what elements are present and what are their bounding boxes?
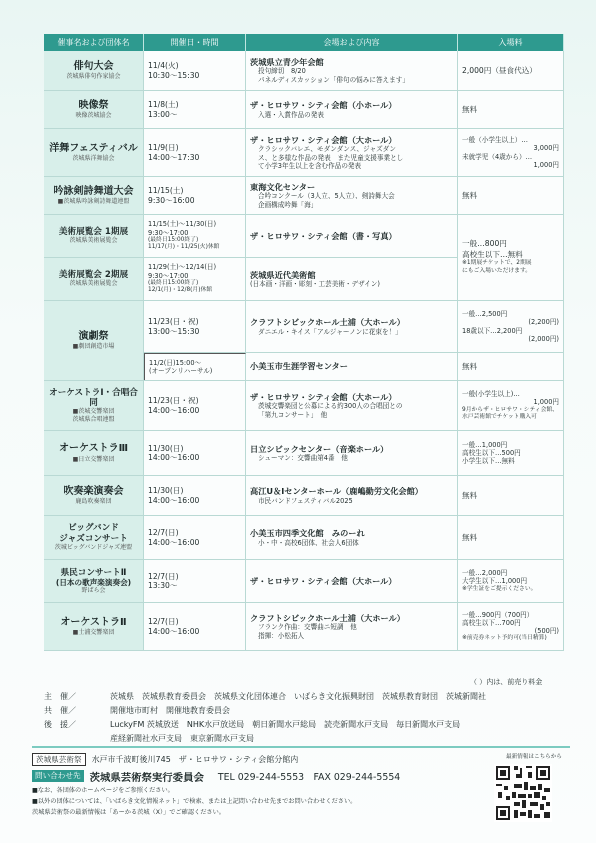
price-note: （ ）内は、前売り料金 bbox=[470, 678, 543, 686]
event-fee: (2,000円) bbox=[528, 334, 559, 343]
event-time: 9:30～16:00 bbox=[148, 195, 195, 205]
contact-tag: 問い合わせ先 bbox=[32, 770, 84, 782]
event-name: 俳句大会 bbox=[73, 60, 114, 72]
event-time: (オープンリハーサル) bbox=[149, 367, 213, 375]
table-header bbox=[44, 34, 564, 51]
event-venue: クラフトシビックホール土浦（大ホール） bbox=[250, 317, 405, 328]
event-fee-note: ※1期展チケットで、2期展 bbox=[462, 259, 532, 266]
support-list-cont: 産経新聞社水戸支局 東京新聞水戸支局 bbox=[110, 734, 254, 743]
event-fee: 無料 bbox=[462, 490, 478, 500]
event-detail: 茨城交響楽団と公募による約300人の合唱団との bbox=[258, 402, 403, 411]
footer-note: ■なお、各団体のホームページをご参照ください。 bbox=[32, 787, 174, 794]
event-venue: 茨城県立青少年会館 bbox=[250, 57, 324, 68]
event-fee: 無料 bbox=[462, 361, 478, 371]
table-row bbox=[44, 215, 458, 258]
event-detail: 「第九コンサート」 他 bbox=[258, 410, 328, 419]
event-fee: 一般…2,000円 bbox=[462, 569, 508, 578]
qr-caption: 最新情報はこちらから bbox=[506, 754, 562, 760]
event-fee-note: にもご入場いただけます。 bbox=[462, 267, 532, 274]
event-fee: 無料 bbox=[462, 190, 478, 200]
event-time: 10:30～15:30 bbox=[148, 70, 200, 80]
event-fee-note: ※前売券ネット予約可(当日精算) bbox=[462, 635, 547, 642]
table-row bbox=[44, 381, 564, 431]
event-note: 11/17(月)・11/25(火)休館 bbox=[148, 243, 220, 250]
table-row bbox=[44, 91, 564, 129]
event-date: 12/7(日) bbox=[148, 528, 179, 538]
divider bbox=[32, 746, 570, 748]
event-name: オーケストラⅠ・合唱合同 bbox=[49, 387, 138, 408]
event-org: 茨城県美術展覧会 bbox=[69, 280, 118, 288]
event-time: 14:00～16:00 bbox=[148, 495, 200, 505]
support-label: 後 援／ bbox=[44, 720, 76, 729]
event-venue: 茨城県近代美術館 bbox=[250, 269, 316, 280]
event-date: 11/29(土)～12/14(日) bbox=[148, 263, 217, 272]
event-fee: 一般…900円（700円） bbox=[462, 610, 534, 619]
contact-org: 茨城県芸術祭実行委員会 bbox=[89, 771, 204, 784]
event-name: 美術展覧会 2期展 bbox=[58, 269, 129, 280]
event-time: 9:30～17:00 bbox=[148, 271, 189, 280]
event-detail: クラシックバレエ、モダンダンス、ジャズダン bbox=[258, 145, 396, 154]
event-date: 11/4(火) bbox=[148, 61, 179, 71]
footer-note: 茨城県芸術祭の最新情報は「あーかる茨城（X）」でご確認ください。 bbox=[32, 809, 225, 816]
qr-block bbox=[494, 752, 574, 836]
event-org: 映像茨城協会 bbox=[75, 112, 112, 119]
event-name: 映像祭 bbox=[78, 99, 109, 111]
event-fee: 3,000円 bbox=[533, 144, 559, 153]
event-org: 鹿島吹奏楽団 bbox=[75, 498, 112, 505]
event-fee: 未就学児（4歳から）… bbox=[462, 152, 533, 161]
event-time: 14:00～16:00 bbox=[148, 626, 200, 636]
event-fee-note: ※学生証をご提示ください。 bbox=[462, 585, 537, 592]
cohost-label: 共 催／ bbox=[44, 706, 76, 715]
event-venue: クラフトシビックホール土浦（大ホール） bbox=[250, 613, 405, 624]
event-time: 13:00～15:30 bbox=[148, 326, 200, 336]
event-fee: 一般（小学生以上）… bbox=[462, 136, 528, 145]
footer-note: ■以外の団体については、「いばらき文化情報ネット」で検索、または上記問い合わせ先までお問い合わせください。 bbox=[32, 798, 357, 805]
event-fee: 1,000円 bbox=[533, 160, 559, 169]
event-venue: 東海文化センター bbox=[250, 182, 316, 193]
credits bbox=[44, 690, 486, 746]
table-row bbox=[44, 560, 564, 603]
event-date: 11/23(日・祝) bbox=[148, 317, 199, 327]
event-name: 洋舞フェスティバル bbox=[49, 142, 138, 154]
event-name: オーケストラⅢ bbox=[58, 443, 129, 454]
event-time: 14:00～16:00 bbox=[148, 453, 200, 462]
event-note: (最終日15:00終了) bbox=[148, 236, 199, 243]
event-time: 13:00～ bbox=[148, 109, 178, 119]
event-detail: 合吟コンクール（3人立、5人立）、剣詩舞大会 bbox=[258, 192, 395, 201]
event-date: 11/30(日) bbox=[148, 443, 184, 453]
event-name: 吹奏楽演奏会 bbox=[63, 485, 124, 497]
header-venue: 会場および内容 bbox=[246, 34, 458, 51]
event-name: 美術展覧会 1期展 bbox=[58, 226, 129, 237]
event-subname: (日本の歌声楽演奏会) bbox=[55, 577, 132, 587]
event-note: (最終日15:00終了) bbox=[148, 279, 199, 286]
header-date: 開催日・時間 bbox=[144, 34, 246, 51]
event-name: オーケストラⅡ bbox=[60, 616, 127, 628]
event-detail: 小・中・高校6団体、社会人6団体 bbox=[258, 538, 359, 547]
event-venue: 小美玉市四季文化館 みのーれ bbox=[250, 528, 365, 539]
support-list: LuckyFM 茨城放送 NHK水戸放送局 朝日新聞水戸総局 読売新聞水戸支局 毎日新聞水戸支局 bbox=[110, 720, 461, 729]
event-venue: ザ・ヒロサワ・シティ会館（大ホール） bbox=[250, 575, 397, 586]
event-fee: 小学生以下…無料 bbox=[462, 457, 515, 466]
footer bbox=[32, 752, 488, 832]
event-detail: 市民バンドフェスティバル2025 bbox=[258, 496, 353, 505]
event-detail: (日本画・洋画・彫刻・工芸美術・デザイン) bbox=[250, 279, 380, 288]
organizer-list: 茨城県 茨城県教育委員会 茨城県文化団体連合 いばらき文化振興財団 茨城県教育財団 茨城新聞社 bbox=[110, 692, 486, 701]
event-venue: 日立シビックセンター（音楽ホール） bbox=[250, 443, 389, 454]
event-fee: 無料 bbox=[462, 532, 478, 542]
event-date: 12/7(日) bbox=[148, 617, 179, 627]
event-org: ■茨城県吟詠剣詩舞道連盟 bbox=[57, 198, 130, 205]
event-time: 9:30～17:00 bbox=[148, 228, 189, 237]
event-fee: (500円) bbox=[534, 627, 559, 635]
event-detail: 企画構成吟舞「海」 bbox=[258, 200, 318, 209]
event-fee: 一般…1,000円 bbox=[462, 440, 508, 449]
event-detail: フランク作曲：交響曲ニ短調 他 bbox=[258, 623, 357, 632]
header-fee: 入場料 bbox=[458, 34, 564, 51]
event-date: 12/7(日) bbox=[148, 571, 179, 581]
organizer-label: 主 催／ bbox=[44, 692, 76, 701]
event-name: 演劇祭 bbox=[78, 330, 109, 342]
event-org: ■劇団創造市場 bbox=[72, 343, 115, 350]
cohost-list: 開催地市町村 開催地教育委員会 bbox=[110, 706, 230, 715]
event-venue: ザ・ヒロサワ・シティ会館（書・写真） bbox=[250, 230, 397, 241]
event-fee: 高校生以下…500円 bbox=[462, 448, 521, 457]
event-venue: ザ・ヒロサワ・シティ会館（小ホール） bbox=[250, 100, 397, 111]
event-name: ビッグバンド ジャズコンサート bbox=[59, 523, 128, 544]
header-event: 催事名および団体名 bbox=[44, 34, 144, 51]
event-date: 11/9(日) bbox=[148, 143, 179, 153]
event-detail: 投句締切 8/20 bbox=[258, 67, 306, 76]
event-detail: て小学3年生以上を含む作品の発表 bbox=[258, 161, 362, 170]
event-time: 14:00～17:30 bbox=[148, 152, 200, 162]
event-detail: 入選・入賞作品の発表 bbox=[258, 110, 324, 119]
event-date: 11/15(土) bbox=[148, 186, 184, 196]
event-note: 12/1(月)・12/8(月)休館 bbox=[148, 286, 213, 293]
table-row bbox=[44, 177, 564, 215]
event-date: 11/8(土) bbox=[148, 100, 179, 110]
event-detail: ダニエル・キイス「アルジャーノンに花束を！」 bbox=[258, 327, 402, 336]
event-detail: シューマン：交響曲第4番 他 bbox=[258, 454, 348, 462]
event-fee: 高校生以下…700円 bbox=[462, 618, 521, 627]
event-fee: 一般…800円 bbox=[462, 239, 507, 249]
event-fee: 一般(小学生以上)… bbox=[462, 390, 520, 399]
event-venue: ザ・ヒロサワ・シティ会館（大ホール） bbox=[250, 135, 397, 146]
contact-phone: TEL 029-244-5553 FAX 029-244-5554 bbox=[217, 772, 401, 783]
table-row bbox=[44, 476, 564, 516]
event-org: 茨城県俳句作家協会 bbox=[66, 73, 121, 80]
event-detail: 指揮：小松拓人 bbox=[258, 631, 305, 640]
event-name: 県民コンサートⅡ bbox=[60, 567, 127, 578]
event-org: 茨城県洋舞協会 bbox=[72, 155, 115, 162]
table-row bbox=[44, 51, 564, 91]
event-org: ■茨城交響楽団 茨城県合唱連盟 bbox=[72, 408, 115, 423]
event-time: 14:00～16:00 bbox=[148, 537, 200, 547]
event-date: 11/23(日・祝) bbox=[148, 396, 199, 406]
event-org: 茨城県美術展覧会 bbox=[69, 237, 118, 245]
event-time: 14:00～16:00 bbox=[148, 405, 200, 415]
table-row bbox=[44, 603, 564, 651]
events-table bbox=[44, 34, 564, 651]
event-fee: 大学生以下…1,000円 bbox=[462, 577, 528, 586]
event-detail: ス、と多様な作品の発表 また児童支援事業とし bbox=[258, 153, 404, 162]
event-time: 13:30～ bbox=[148, 581, 178, 590]
event-detail: パネルディスカッション「俳句の悩みに答えます」 bbox=[258, 75, 409, 84]
event-org: 茨城ビッグバンドジャズ連盟 bbox=[54, 544, 133, 552]
event-fee-note: 水戸芸術館でチケット購入可 bbox=[462, 413, 537, 420]
table-row bbox=[44, 258, 458, 301]
event-org: 野ばら会 bbox=[81, 586, 106, 594]
event-org: ■土浦交響楽団 bbox=[72, 629, 115, 636]
event-fee-note: 9月からザ・ヒロサワ・シティ会館、 bbox=[462, 406, 558, 413]
event-fee: 2,000円（昼食代込） bbox=[462, 65, 537, 75]
qr-code-icon[interactable] bbox=[494, 764, 552, 822]
event-venue: 高江U＆Iセンターホール（鹿嶋勤労文化会館） bbox=[250, 486, 423, 497]
table-row bbox=[44, 129, 564, 177]
event-date: 11/2(日)15:00～ bbox=[149, 358, 202, 367]
table-row bbox=[44, 431, 564, 476]
event-fee: 一般…2,500円 bbox=[462, 310, 508, 319]
event-fee: 無料 bbox=[462, 104, 478, 114]
event-fee: 1,000円 bbox=[533, 398, 559, 407]
event-name: 吟詠剣詩舞道大会 bbox=[53, 185, 134, 197]
event-org: ■日立交響楽団 bbox=[72, 455, 115, 463]
address: 水戸市千波町後川745 ザ・ヒロサワ・シティ会館分館内 bbox=[91, 755, 299, 764]
art-fee bbox=[458, 215, 564, 300]
event-fee: 18歳以下…2,200円 bbox=[462, 326, 523, 335]
event-fee: (2,200円) bbox=[528, 318, 559, 327]
art-exhibition-group bbox=[44, 215, 564, 301]
festival-tag: 茨城県芸術祭 bbox=[32, 753, 86, 766]
table-row bbox=[44, 516, 564, 560]
event-date: 11/30(日) bbox=[148, 486, 184, 496]
event-venue: 小美玉市生涯学習センター bbox=[250, 361, 348, 372]
event-venue: ザ・ヒロサワ・シティ会館（大ホール） bbox=[250, 392, 397, 403]
event-date: 11/15(土)～11/30(日) bbox=[148, 220, 217, 229]
event-fee: 高校生以下…無料 bbox=[462, 249, 523, 259]
table-row bbox=[44, 301, 564, 381]
